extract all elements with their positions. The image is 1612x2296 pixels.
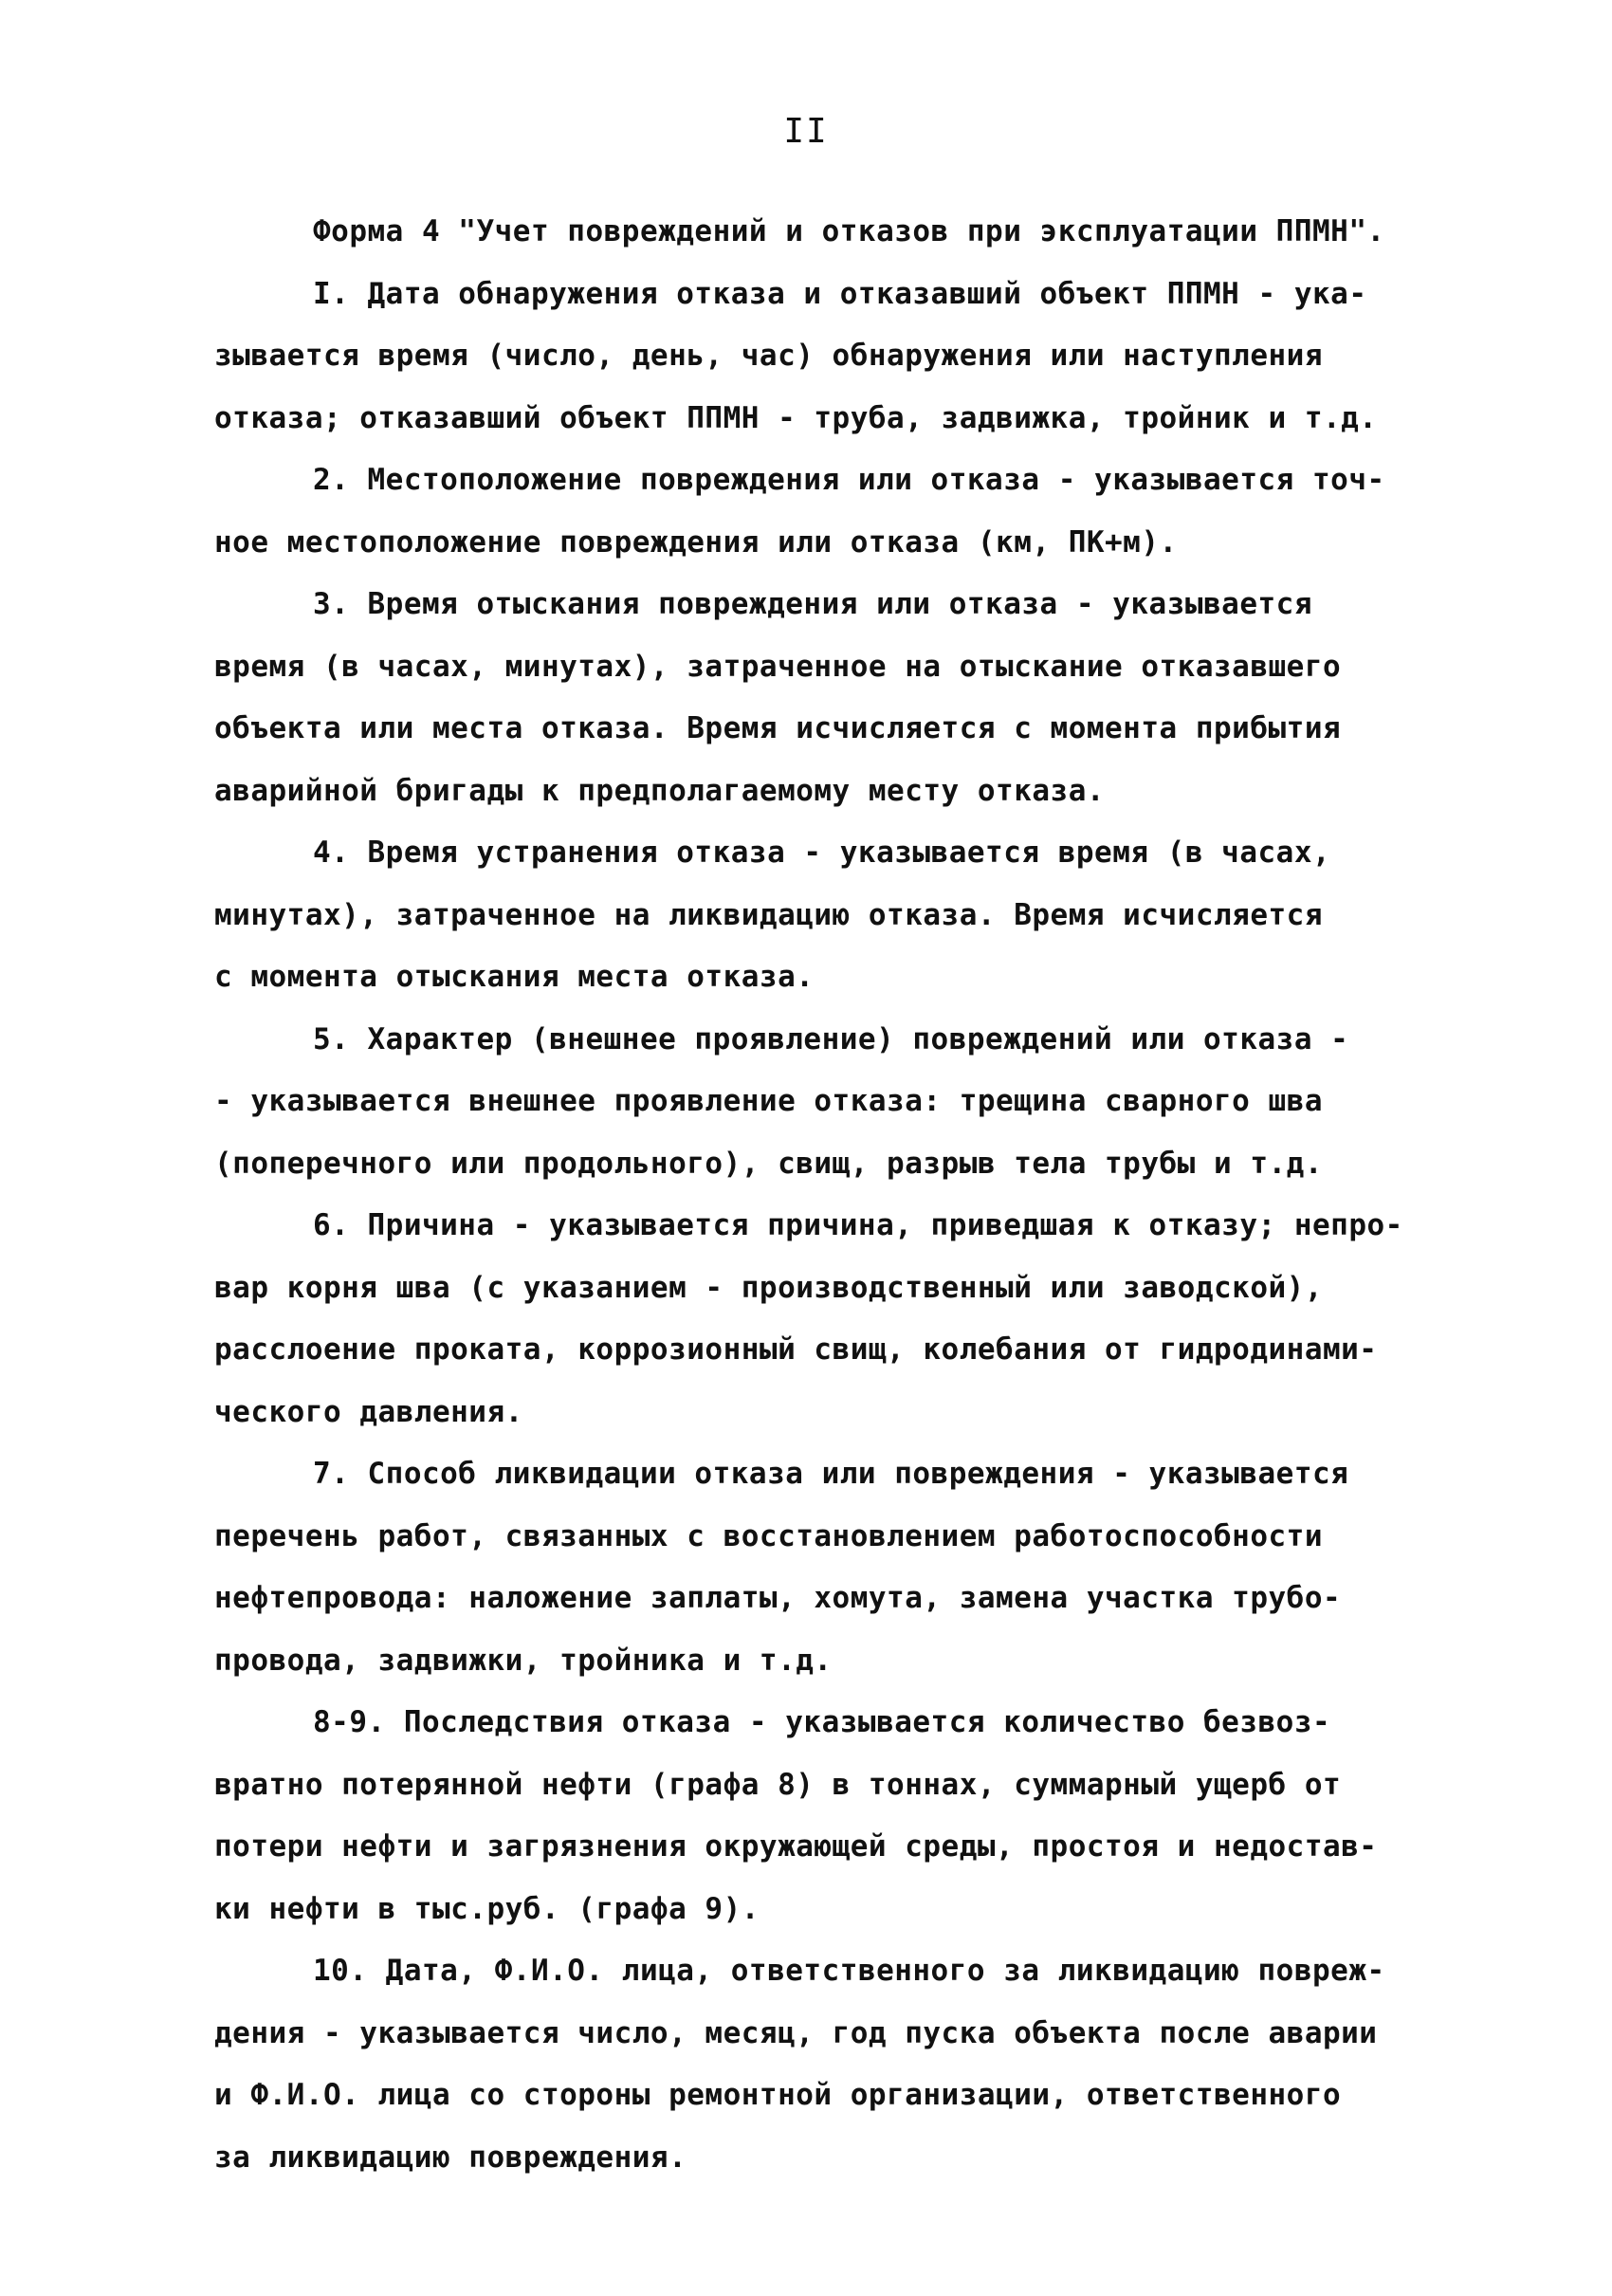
text-line: вратно потерянной нефти (графа 8) в тоннах, суммарный ущерб от [214,1767,1342,1802]
text-line: 8-9. Последствия отказа - указывается количество безвоз- [313,1705,1331,1739]
text-line: I. Дата обнаружения отказа и отказавший объект ППМН - ука- [313,276,1367,311]
text-line: нефтепровода: наложение заплаты, хомута, замена участка трубо- [214,1581,1342,1615]
text-line: ческого давления. [214,1394,523,1429]
text-line: Форма 4 "Учет повреждений и отказов при эксплуатации ППМН". [313,214,1385,248]
text-line: потери нефти и загрязнения окружающей среды, простоя и недостав- [214,1829,1378,1864]
text-line: 5. Характер (внешнее проявление) повреждений или отказа - [313,1021,1349,1056]
text-line: вар корня шва (с указанием - производственный или заводской), [214,1270,1323,1305]
text-line: ное местоположение повреждения или отказа (км, ПК+м). [214,524,1178,560]
page-number: II [783,112,829,151]
text-line: 4. Время устранения отказа - указывается время (в часах, [313,836,1331,870]
text-line: дения - указывается число, месяц, год пуска объекта после аварии [214,2015,1378,2050]
text-line: (поперечного или продольного), свищ, разрыв тела трубы и т.д. [214,1146,1323,1181]
text-line: зывается время (число, день, час) обнаружения или наступления [214,339,1323,373]
text-line: - указывается внешнее проявление отказа: трещина сварного шва [214,1084,1323,1118]
text-line: 7. Способ ликвидации отказа или повреждения - указывается [313,1457,1349,1491]
text-line: 3. Время отыскания повреждения или отказа - указывается [313,587,1312,621]
text-line: расслоение проката, коррозионный свищ, колебания от гидродинами- [214,1332,1378,1367]
text-line: перечень работ, связанных с восстановлением работоспособности [214,1518,1323,1553]
document-body [214,201,1438,2189]
text-line: провода, задвижки, тройника и т.д. [214,1643,833,1678]
text-line: 6. Причина - указывается причина, приведшая к отказу; непро- [313,1208,1403,1242]
text-line: с момента отыскания места отказа. [214,960,815,994]
text-line: время (в часах, минутах), затраченное на отыскание отказавшего [214,649,1342,684]
text-line: аварийной бригады к предполагаемому месту отказа. [214,773,1106,808]
text-line: 2. Местоположение повреждения или отказа - указывается точ- [313,463,1385,497]
text-line: 10. Дата, Ф.И.О. лица, ответственного за ликвидацию повреж- [313,1954,1385,1988]
text-line: за ликвидацию повреждения. [214,2140,687,2175]
text-line: ки нефти в тыс.руб. (графа 9). [214,1891,760,1926]
text-line: объекта или места отказа. Время исчисляется с момента прибытия [214,711,1342,745]
text-line: отказа; отказавший объект ППМН - труба, задвижка, тройник и т.д. [214,400,1378,435]
text-line: и Ф.И.О. лица со стороны ремонтной организации, ответственного [214,2078,1342,2112]
text-line: минутах), затраченное на ликвидацию отказа. Время исчисляется [214,897,1323,932]
